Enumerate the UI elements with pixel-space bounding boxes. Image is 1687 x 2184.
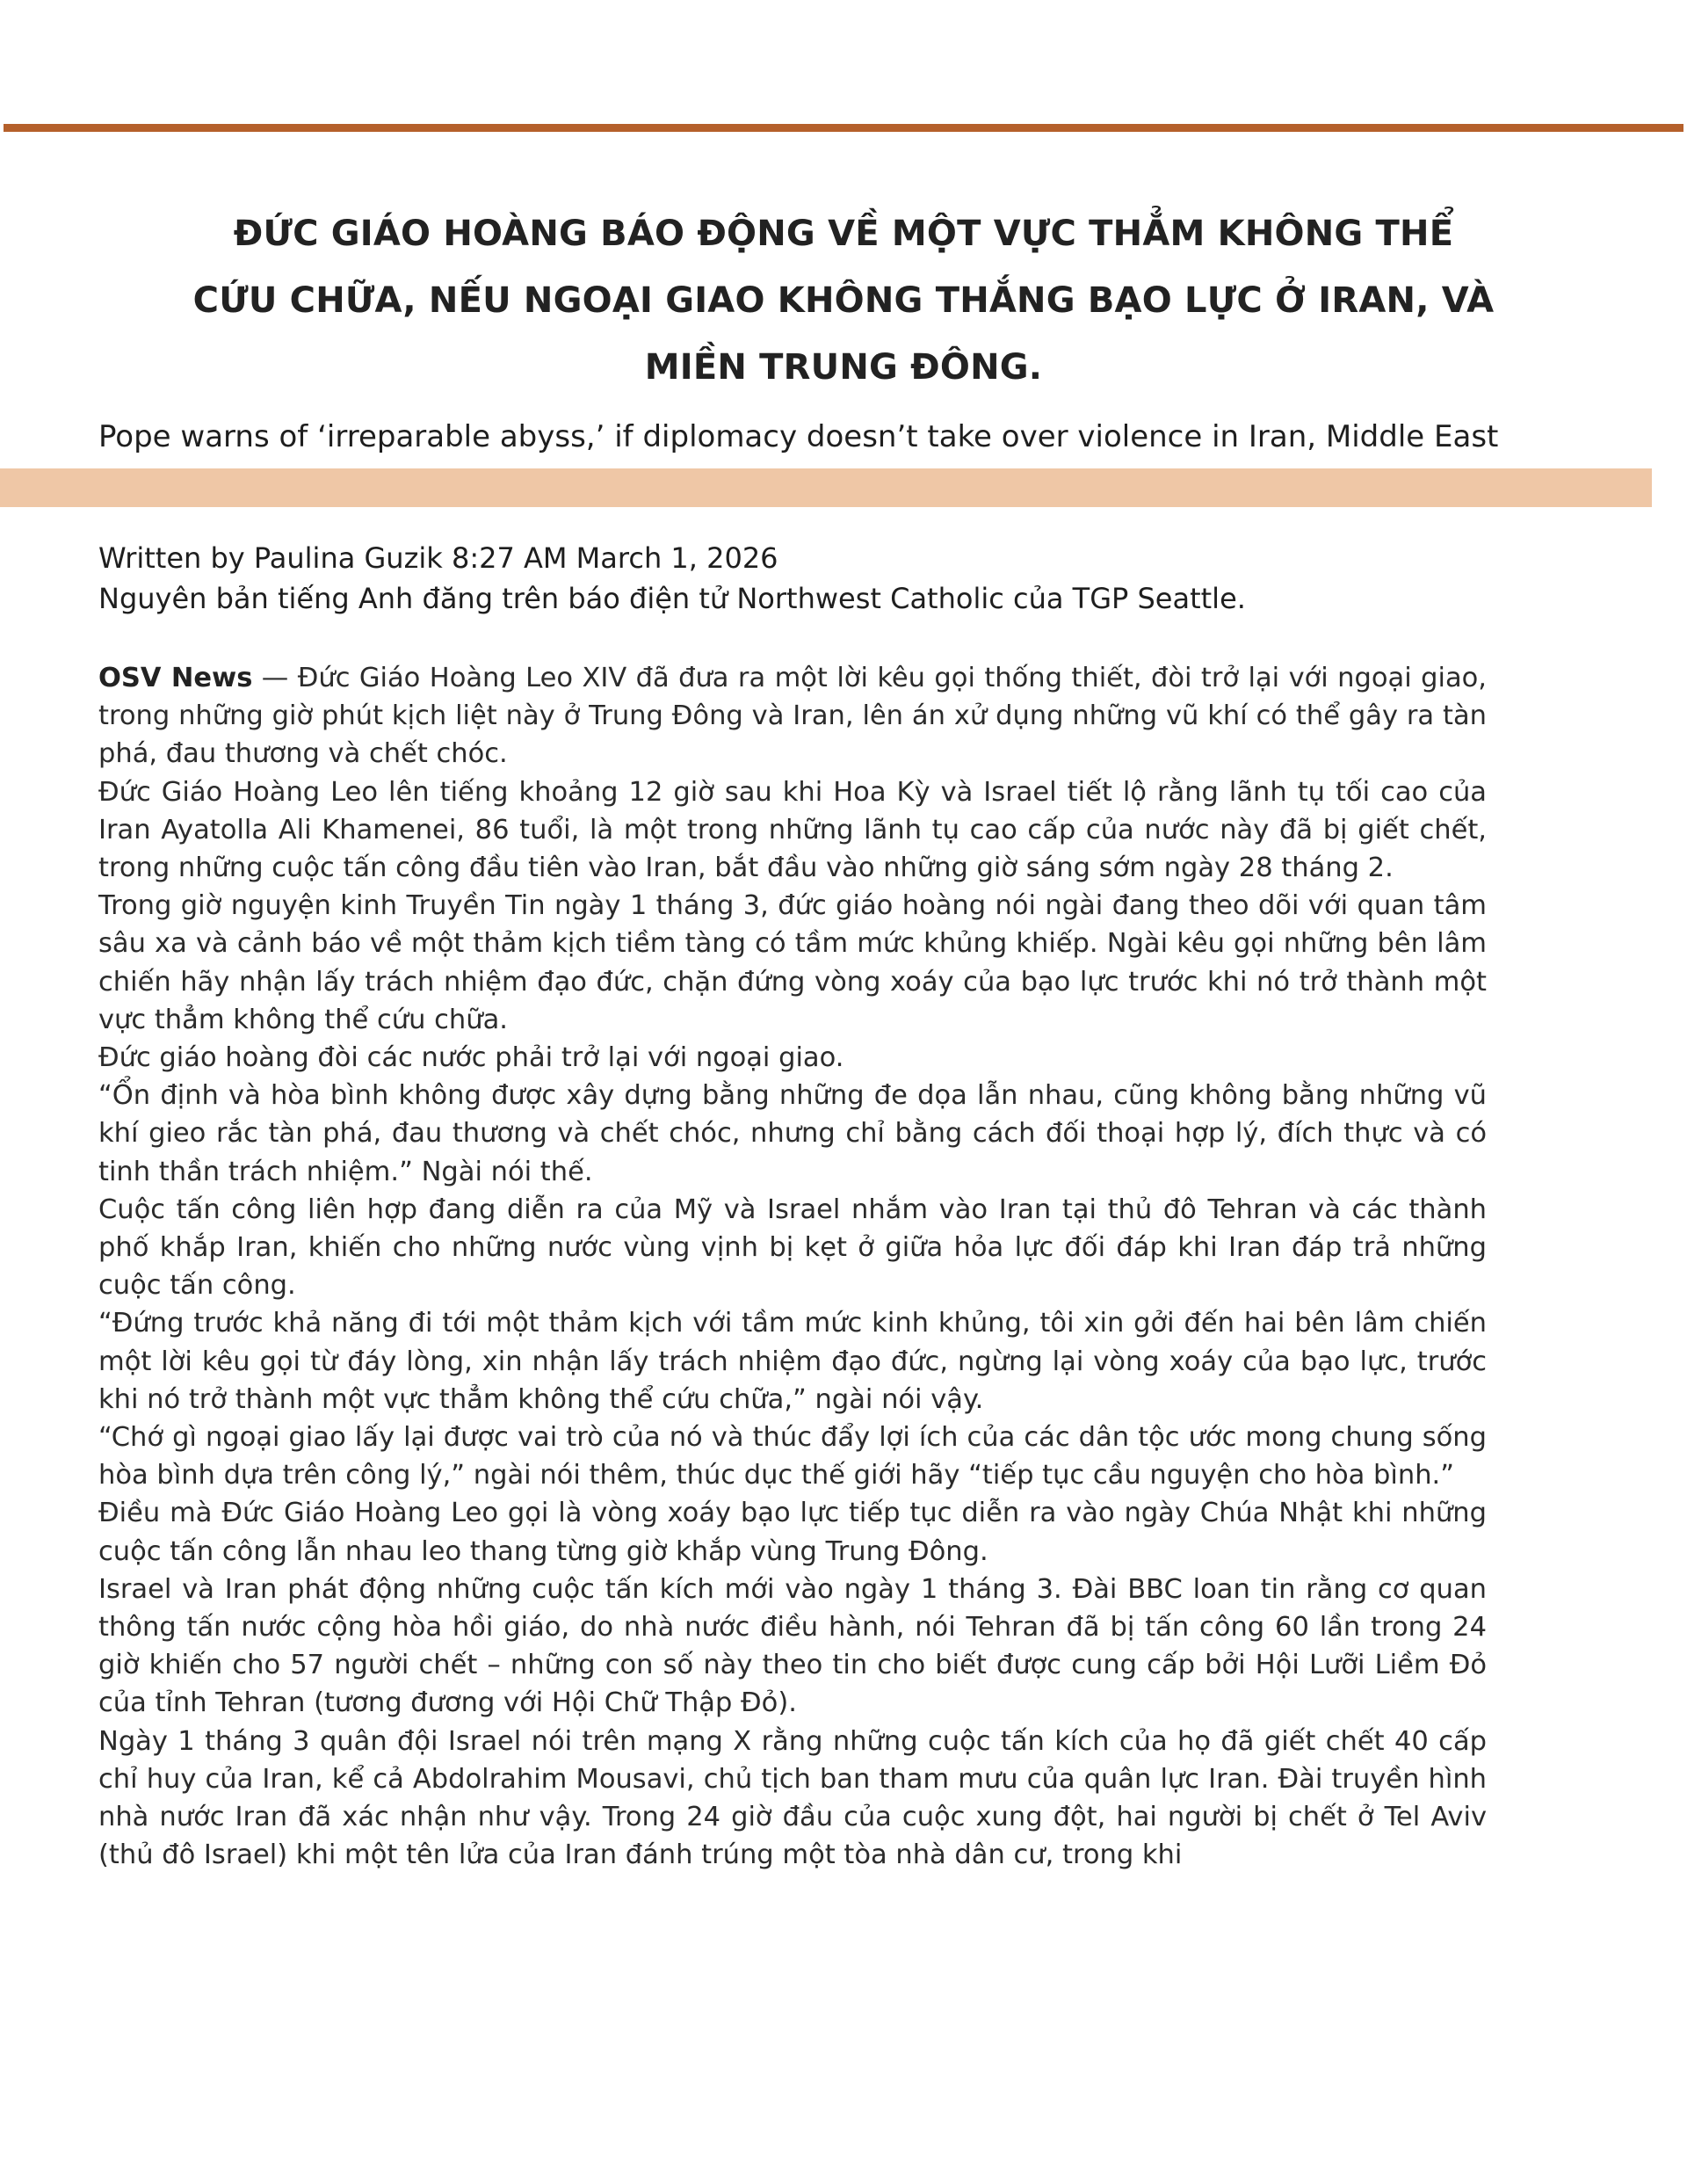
article-title	[97, 200, 1590, 401]
accent-band	[0, 468, 1652, 507]
byline: Written by Paulina Guzik 8:27 AM March 1, 2026	[98, 541, 778, 575]
paragraph-9: Điều mà Đức Giáo Hoàng Leo gọi là vòng xoáy bạo lực tiếp tục diễn ra vào ngày Chúa Nhật khi những cuộc tấn công lẫn nhau leo thang từng giờ khắp vùng Trung Đông.	[98, 1498, 1487, 1567]
article-body	[98, 659, 1487, 1875]
paragraph-1-text: — Đức Giáo Hoàng Leo XIV đã đưa ra một lời kêu gọi thống thiết, đòi trở lại với ngoại giao, trong những giờ phút kịch liệt này ở Trung Đông và Iran, lên án xử dụng những vũ khí có thể gây ra tàn phá, đau thương và chết chóc.	[98, 663, 1487, 770]
paragraph-2: Đức Giáo Hoàng Leo lên tiếng khoảng 12 giờ sau khi Hoa Kỳ và Israel tiết lộ rằng lãnh tụ tối cao của Iran Ayatolla Ali Khamenei, 86 tuổi, là một trong những lãnh tụ cao cấp của nước này đã bị giết chết, trong những cuộc tấn công đầu tiên vào Iran, bắt đầu vào những giờ sáng sớm ngày 28 tháng 2.	[98, 776, 1487, 884]
paragraph-10: Israel và Iran phát động những cuộc tấn kích mới vào ngày 1 tháng 3. Đài BBC loan tin rằng cơ quan thông tấn nước cộng hòa hồi giáo, do nhà nước điều hành, nói Tehran đã bị tấn công 60 lần trong 24 giờ khiến cho 57 người chết – những con số này theo tin cho biết được cung cấp bởi Hội Lưỡi Liềm Đỏ của tỉnh Tehran (tương đương với Hội Chữ Thập Đỏ).	[98, 1573, 1487, 1719]
lead-source: OSV News	[98, 663, 253, 693]
title-line-2: CỨU CHỮA, NẾU NGOẠI GIAO KHÔNG THẮNG BẠO LỰC Ở IRAN, VÀ	[192, 280, 1495, 321]
paragraph-7: “Đứng trước khả năng đi tới một thảm kịch với tầm mức kinh khủng, tôi xin gởi đến hai bên lâm chiến một lời kêu gọi từ đáy lòng, xin nhận lấy trách nhiệm đạo đức, ngừng lại vòng xoáy của bạo lực, trước khi nó trở thành một vực thẳm không thể cứu chữa,” ngài nói vậy.	[98, 1308, 1487, 1415]
byline-block	[98, 538, 1645, 619]
title-line-3: MIỀN TRUNG ĐÔNG.	[644, 347, 1043, 388]
paragraph-8: “Chớ gì ngoại giao lấy lại được vai trò của nó và thúc đẩy lợi ích của các dân tộc ước mong chung sống hòa bình dựa trên công lý,” ngài nói thêm, thúc dục thế giới hãy “tiếp tục cầu nguyện cho hòa bình.”	[98, 1422, 1487, 1491]
english-subtitle: Pope warns of ‘irreparable abyss,’ if diplomacy doesn’t take over violence in Iran, Middle East	[98, 419, 1499, 454]
paragraph-6: Cuộc tấn công liên hợp đang diễn ra của Mỹ và Israel nhắm vào Iran tại thủ đô Tehran và các thành phố khắp Iran, khiến cho những nước vùng vịnh bị kẹt ở giữa hỏa lực đối đáp khi Iran đáp trả những cuộc tấn công.	[98, 1194, 1487, 1302]
paragraph-3: Trong giờ nguyện kinh Truyền Tin ngày 1 tháng 3, đức giáo hoàng nói ngài đang theo dõi với quan tâm sâu xa và cảnh báo về một thảm kịch tiềm tàng có tầm mức khủng khiếp. Ngài kêu gọi những bên lâm chiến hãy nhận lấy trách nhiệm đạo đức, chặn đứng vòng xoáy của bạo lực trước khi nó trở thành một vực thẳm không thể cứu chữa.	[98, 890, 1487, 1035]
paragraph-11: Ngày 1 tháng 3 quân đội Israel nói trên mạng X rằng những cuộc tấn kích của họ đã giết chết 40 cấp chỉ huy của Iran, kể cả Abdolrahim Mousavi, chủ tịch ban tham mưu của quân lực Iran. Đài truyền hình nhà nước Iran đã xác nhận như vậy. Trong 24 giờ đầu của cuộc xung đột, hai người bị chết ở Tel Aviv (thủ đô Israel) khi một tên lửa của Iran đánh trúng một tòa nhà dân cư, trong khi	[98, 1725, 1487, 1871]
paragraph-4: Đức giáo hoàng đòi các nước phải trở lại với ngoại giao.	[98, 1042, 844, 1074]
title-line-1: ĐỨC GIÁO HOÀNG BÁO ĐỘNG VỀ MỘT VỰC THẲM KHÔNG THỂ	[233, 214, 1454, 254]
top-rule	[4, 124, 1683, 132]
source-note: Nguyên bản tiếng Anh đăng trên báo điện tử Northwest Catholic của TGP Seattle.	[98, 582, 1246, 615]
paragraph-5: “Ổn định và hòa bình không được xây dựng bằng những đe dọa lẫn nhau, cũng không bằng những vũ khí gieo rắc tàn phá, đau thương và chết chóc, nhưng chỉ bằng cách đối thoại hợp lý, đích thực và có tinh thần trách nhiệm.” Ngài nói thế.	[98, 1080, 1487, 1187]
paragraph-1	[98, 659, 1487, 773]
